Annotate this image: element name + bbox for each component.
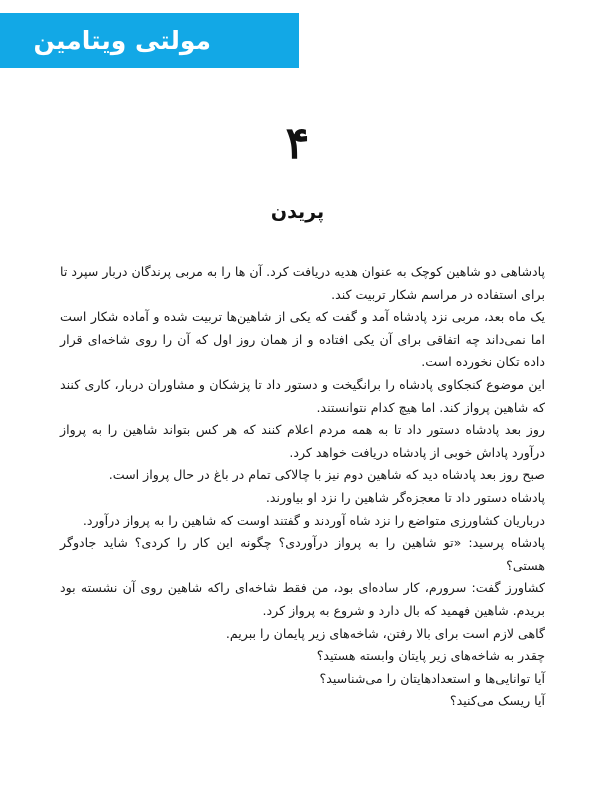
paragraph: روز بعد پادشاه دستور داد تا به همه مردم اعلام کنند که هر کس بتواند شاهین را به پرواز درآورد پاداش خوبی از پادشاه دریافت خواهد کرد. <box>60 422 545 460</box>
paragraph: آیا ریسک می‌کنید؟ <box>449 693 545 709</box>
paragraph: آیا توانایی‌ها و استعدادهایتان را می‌شناسید؟ <box>319 670 545 686</box>
book-title: مولتی ویتامین <box>33 26 211 55</box>
paragraph: صبح روز بعد پادشاه دید که شاهین دوم نیز با چالاکی تمام در باغ در حال پرواز است. <box>108 467 545 483</box>
paragraph: چقدر به شاخه‌های زیر پایتان وابسته هستید؟ <box>316 648 545 664</box>
paragraph: این موضوع کنجکاوی پادشاه را برانگیخت و دستور داد تا پزشکان و مشاوران دربار، کاری کنند که شاهین پرواز کند. اما هیچ کدام نتوانستند. <box>60 376 545 415</box>
paragraph: کشاورز گفت: سرورم، کار ساده‌ای بود، من فقط شاخه‌ای راکه شاهین روی آن نشسته بود بریدم. شاهین فهمید که بال دارد و شروع به پرواز کرد. <box>60 580 545 618</box>
paragraph: درباریان کشاورزی متواضع را نزد شاه آوردند و گفتند اوست که شاهین را به پرواز درآورد. <box>82 512 545 528</box>
story-body <box>60 261 545 713</box>
paragraph: پادشاه پرسید: «تو شاهین را به پرواز درآوردی؟ چگونه این کار را کردی؟ شاید جادوگر هستی؟ <box>60 535 545 573</box>
paragraph: پادشاهی دو شاهین کوچک به عنوان هدیه دریافت کرد. آن ها را به مربی پرندگان دربار سپرد تا برای استفاده در مراسم شکار تربیت کند. <box>60 264 545 302</box>
paragraph: گاهی لازم است برای بالا رفتن، شاخه‌های زیر پایمان را ببریم. <box>225 625 545 641</box>
chapter-title: پریدن <box>270 201 325 223</box>
paragraph: یک ماه بعد، مربی نزد پادشاه آمد و گفت که یکی از شاهین‌ها تربیت شده و آماده شکار است اما نمی‌داند چه اتفاقی برای آن یکی افتاده و از همان روز اول که آن را روی شاخه‌ای قرار داده تکان نخورده است. <box>60 309 545 370</box>
chapter-number: ۴ <box>285 118 310 169</box>
paragraph: پادشاه دستور داد تا معجزه‌گر شاهین را نزد او بیاورند. <box>265 489 545 505</box>
book-title-banner <box>0 13 299 68</box>
